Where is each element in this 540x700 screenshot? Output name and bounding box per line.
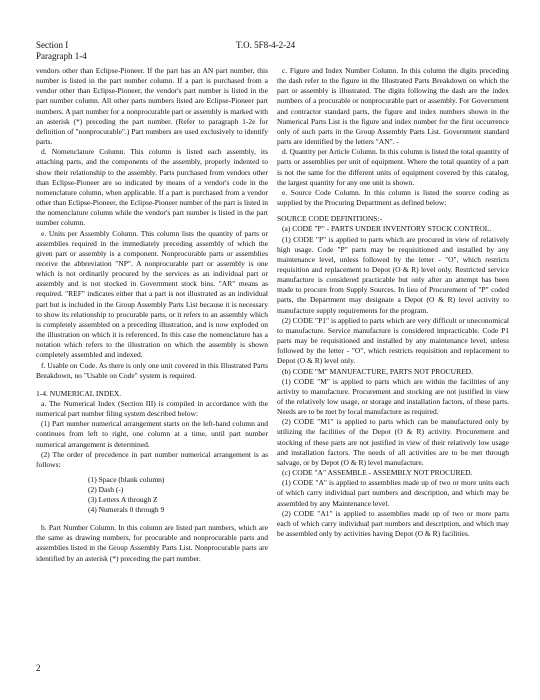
list-item: (1) Space (blank column) <box>88 475 165 485</box>
left-column <box>36 66 268 564</box>
paragraph: d. Quantity per Article Column. In this column is listed the total quantity of parts or assemblies per unit of equipment. Where the total quantity of a part is not the same for the different units of equipment covered by this catalog, the largest quantity for any one unit is shown. <box>277 147 509 187</box>
paragraph: (c) CODE "A" ASSEMBLE - ASSEMBLY NOT PROCURED. <box>282 468 473 478</box>
section-label: Section I <box>36 40 69 50</box>
paragraph: (2) CODE "M1" is applied to parts which can be manufactured only by utilizing the facilities of the Depot (O & R) activity. Procurement and stocking of these parts are not justified in view of their relatively low usage and installation factors. The needs of all activities are to be met through salvage, or by Depot (O & R) level manufacture. <box>277 417 509 467</box>
paragraph: a. The Numerical Index (Section III) is compiled in accordance with the numerical part number filing system described below: <box>36 399 268 419</box>
paragraph: b. Part Number Column. In this column are listed part numbers, which are the same as drawing numbers, for procurable and nonprocurable parts and assemblies listed in the Group Assembly Parts List. Nonprocurable parts are identified by an asterisk (*) preceding the part number. <box>36 523 268 563</box>
paragraph: e. Source Code Column. In this column is listed the source coding as supplied by the Procuring Department as defined below: <box>277 187 509 208</box>
paragraph: f. Usable on Code. As there is only one unit covered in this Illustrated Parts Breakdown, no "Usable on Code" system is required. <box>36 360 268 380</box>
paragraph-label: Paragraph 1-4 <box>36 51 87 61</box>
paragraph: (2) CODE "P1" is applied to parts which are very difficult or uneconomical to manufacture. Service manufacture is considered impracticable. Code P1 parts may be requisitioned and installed by any maintenance level, unless followed by the letter - "O", which restricts requisition and replacement to Depot (O & R) level only. <box>277 315 509 366</box>
paragraph: (b) CODE "M" MANUFACTURE, PARTS NOT PROCURED. <box>282 366 473 376</box>
page-header-left <box>36 40 87 62</box>
page-number: 2 <box>36 663 41 673</box>
paragraph: (1) CODE "P" is applied to parts which are procured in view of relatively high usage. Code "P" parts may be requisitioned and installed by any maintenance level, unless followed by the letter - "O", which restricts requisition and replacement to Depot (O & R) level only. Restricted service manufacture is considered practicable but only after an attempt has been made to procure from Supply Sources. In lieu of Procurement of "P" coded parts, the Department may designate a Depot (O & R) level activity to manufacture supply requirements for the program. <box>277 234 509 315</box>
list-item: (2) Dash (-) <box>88 485 124 495</box>
paragraph: c. Figure and Index Number Column. In this column the digits preceding the dash refer to the figure in the Illustrated Parts Breakdown on which the part or assembly is illustrated. The digits following the dash are the index numbers of a procurable or nonprocurable part or assembly. For Government and contractor standard parts, the figure and index numbers shown in the Numerical Parts List is the figure and index number for the first occurrence only of such parts in the Group Assembly Parts List. Government standard parts are identified by the letters "AN". - <box>277 66 509 147</box>
right-column <box>277 66 509 539</box>
paragraph: (2) CODE "A1" is applied to assemblies made up of two or more parts each of which carry individual part numbers and description, and which may be assembled only by activities having Depot (O & R) facilities. <box>277 508 509 539</box>
section-heading: SOURCE CODE DEFINITIONS:- <box>277 214 382 224</box>
list-item: (3) Letters A through Z <box>88 495 158 505</box>
paragraph: (2) The order of precedence in part number numerical arrangement is as follows: <box>36 449 268 469</box>
paragraph: d. Nomenclature Column. This column is listed each assembly, its attaching parts, and the components of the assembly, properly indented to show their relationship to the assembly. Parts purchased from vendors other than Eclipse-Pioneer are so indicated by means of a vendor's code in the nomenclature column, when applicable. If a part is purchased from a vendor other than Eclipse-Pioneer, the Eclipse-Pioneer number of the part is listed in the nomenclature column while the vendor's part number is listed in the part number column. <box>36 147 268 228</box>
paragraph: vendors other than Eclipse-Pioneer. If the part has an AN part number, this number is listed in the part number column. If a part is purchased from a vendor other than Eclipse-Pioneer, the vendor's part number is listed in the part number column. All other parts numbers listed are Eclipse-Pioneer part numbers. A part number for a nonprocurable part or assembly is marked with an asterisk (*) preceding the part number. (Refer to paragraph 1-2e for definition of "nonprocurable".) Part numbers are used exclusively to identify parts. <box>36 66 268 147</box>
technical-order-number: T.O. 5F8-4-2-24 <box>236 40 296 50</box>
paragraph: (a) CODE "P" - PARTS UNDER INVENTORY STOCK CONTROL. <box>282 224 492 234</box>
paragraph: e. Units per Assembly Column. This column lists the quantity of parts or assemblies required in the immediately preceding assembly of which the given part or assembly is a component. Nonprocurable parts or assemblies receive the abbreviation "NP". A nonprocurable part or assembly is one which is not ordinarily procured by the services as an individual part or assembly and is not stocked in Government stock bins. "AR" means as required. "REF" indicates either that a part is not illustrated as an individual part but is included in the Group Assembly Parts List because it is necessary to show its relationship to procurable parts, or it refers to an assembly which is completely assembled on a preceding illustration, and is now exploded on the illustration on which it is referenced. In this case the nomenclature has a notation which refers to the illustration on which the assembly is shown completely assembled and indexed. <box>36 228 268 360</box>
precedence-list <box>36 475 268 515</box>
list-item: (4) Numerals 0 through 9 <box>88 505 165 515</box>
section-heading: 1-4. NUMERICAL INDEX. <box>36 388 122 398</box>
paragraph: (1) Part number numerical arrangement starts on the left-hand column and continues from left to right, one column at a time, until part number numerical arrangement is determined. <box>36 419 268 449</box>
paragraph: (1) CODE "M" is applied to parts which are within the facilities of any activity to manufacture. Procurement and stocking are not justified in view of the relatively low usage, or storage and installation factors, of these parts. Needs are to be met by local manufacture as required. <box>277 376 509 417</box>
paragraph: (1) CODE "A" is applied to assemblies made up of two or more units each of which carry individual part numbers and description, and which may be assembled by any Maintenance level. <box>277 478 509 508</box>
